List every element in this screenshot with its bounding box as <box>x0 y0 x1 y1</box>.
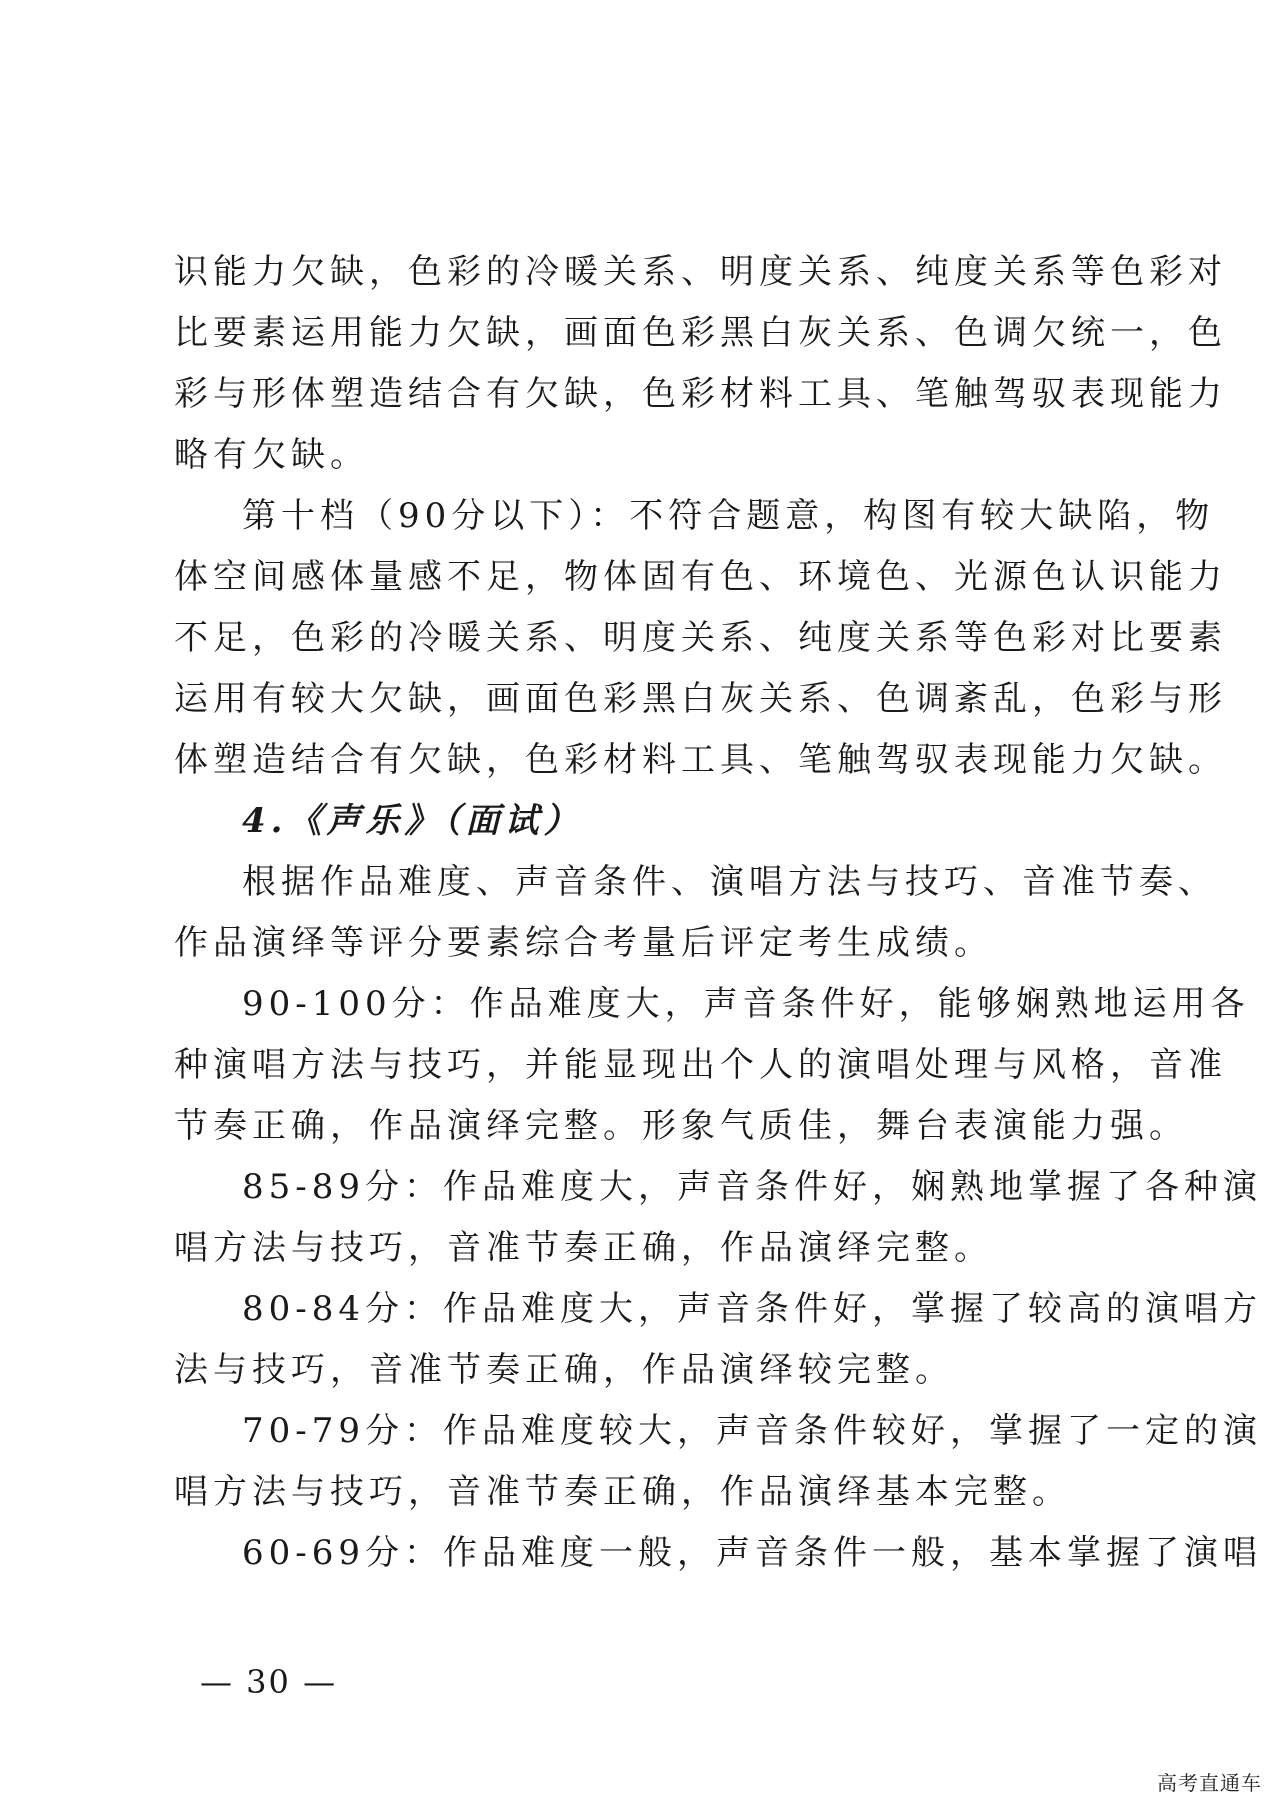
text-line: 体空间感体量感不足，物体固有色、环境色、光源色认识能力 <box>174 557 1227 597</box>
paragraph-first-line: 第十档（90分以下）：不符合题意，构图有较大缺陷，物 <box>242 496 1215 536</box>
text-line: 识能力欠缺，色彩的冷暖关系、明度关系、纯度关系等色彩对 <box>174 252 1227 292</box>
watermark-label: 高考直通车 <box>1157 1771 1262 1795</box>
text-line: 作品演绎等评分要素综合考量后评定考生成绩。 <box>174 923 993 963</box>
paragraph-first-line: 根据作品难度、声音条件、演唱方法与技巧、音准节奏、 <box>242 862 1217 902</box>
text-line: 体塑造结合有欠缺，色彩材料工具、笔触驾驭表现能力欠缺。 <box>174 740 1227 780</box>
text-line: 彩与形体塑造结合有欠缺，色彩材料工具、笔触驾驭表现能力 <box>174 374 1227 414</box>
paragraph-first-line: 70-79分：作品难度较大，声音条件较好，掌握了一定的演 <box>242 1411 1263 1451</box>
text-line: 运用有较大欠缺，画面色彩黑白灰关系、色调紊乱，色彩与形 <box>174 679 1227 719</box>
paragraph-first-line: 90-100分：作品难度大，声音条件好，能够娴熟地运用各 <box>242 984 1250 1024</box>
text-line: 不足，色彩的冷暖关系、明度关系、纯度关系等色彩对比要素 <box>174 618 1227 658</box>
text-line: 比要素运用能力欠缺，画面色彩黑白灰关系、色调欠统一，色 <box>174 313 1227 353</box>
page-number: — 30 — <box>200 1663 338 1701</box>
text-line: 节奏正确，作品演绎完整。形象气质佳，舞台表演能力强。 <box>174 1106 1188 1146</box>
text-line: 种演唱方法与技巧，并能显现出个人的演唱处理与风格，音准 <box>174 1045 1227 1085</box>
section-heading: 4.《声乐》（面试） <box>242 801 583 841</box>
paragraph-first-line: 60-69分：作品难度一般，声音条件一般，基本掌握了演唱 <box>242 1533 1263 1573</box>
text-line: 唱方法与技巧，音准节奏正确，作品演绎基本完整。 <box>174 1472 1071 1512</box>
text-line: 略有欠缺。 <box>174 435 369 475</box>
text-line: 唱方法与技巧，音准节奏正确，作品演绎完整。 <box>174 1228 993 1268</box>
paragraph-first-line: 80-84分：作品难度大，声音条件好，掌握了较高的演唱方 <box>242 1289 1263 1329</box>
text-line: 法与技巧，音准节奏正确，作品演绎较完整。 <box>174 1350 954 1390</box>
paragraph-first-line: 85-89分：作品难度大，声音条件好，娴熟地掌握了各种演 <box>242 1167 1263 1207</box>
